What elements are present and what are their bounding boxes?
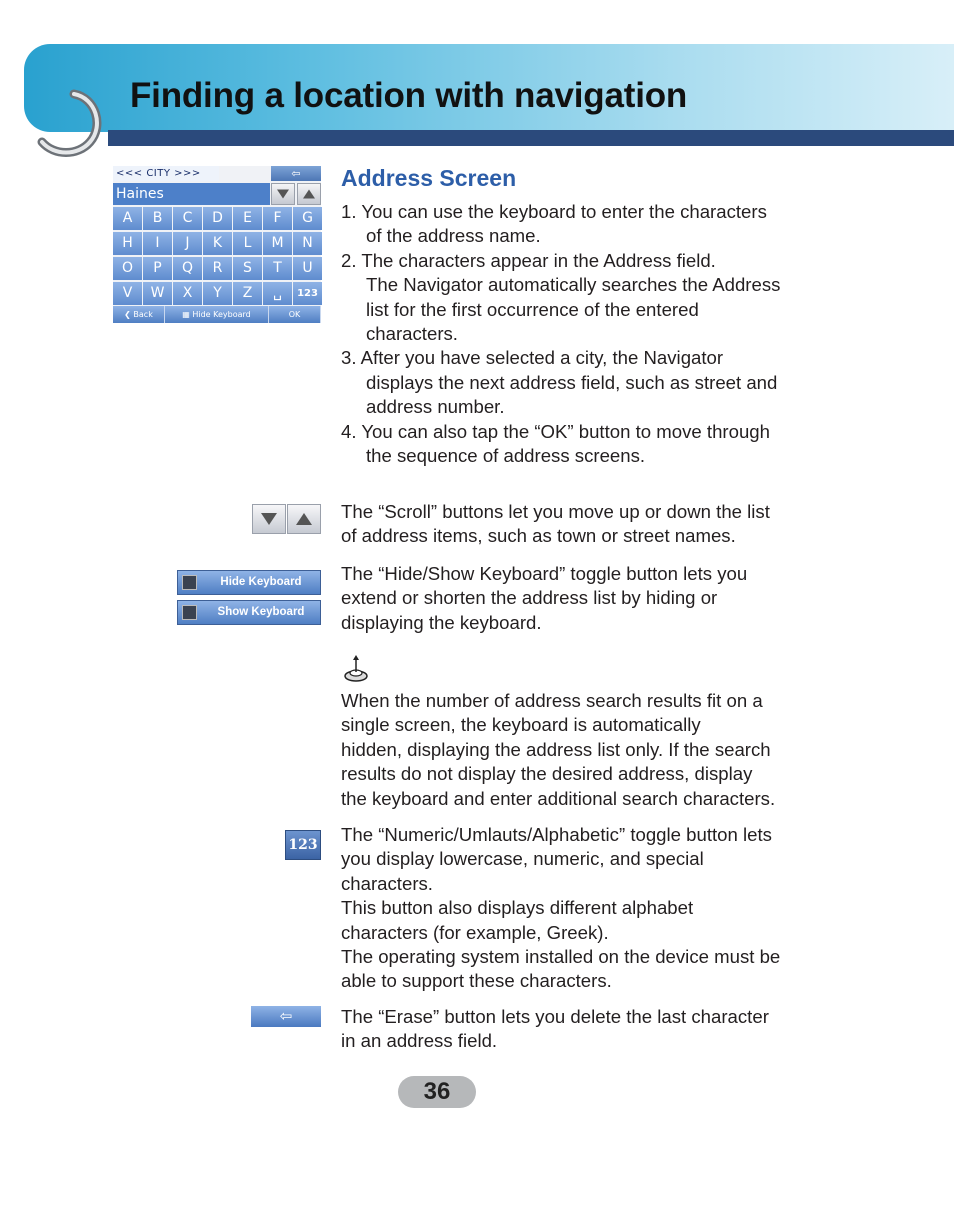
description-line: able to support these characters. <box>341 970 612 992</box>
key-m[interactable]: M <box>263 232 292 255</box>
key-c[interactable]: C <box>173 207 202 230</box>
description-line: characters. <box>341 872 433 894</box>
steps-list <box>341 200 831 468</box>
key-g[interactable]: G <box>293 207 322 230</box>
step-item-continuation: address number. <box>366 396 505 418</box>
erase-button[interactable]: ⇦ <box>271 166 321 181</box>
note-description <box>341 689 831 811</box>
key-h[interactable]: H <box>113 232 142 255</box>
key-o[interactable]: O <box>113 257 142 280</box>
key-w[interactable]: W <box>143 282 172 305</box>
description-line: The “Scroll” buttons let you move up or down the list <box>341 501 770 522</box>
scroll-up-button-large[interactable] <box>287 504 321 534</box>
key-f[interactable]: F <box>263 207 292 230</box>
arrow-down-icon <box>261 513 277 525</box>
key-space[interactable]: ␣ <box>263 282 292 305</box>
header-underline-bar <box>108 130 954 146</box>
key-q[interactable]: Q <box>173 257 202 280</box>
ring-icon <box>34 84 108 158</box>
description-line: the keyboard and enter additional search characters. <box>341 787 776 809</box>
arrow-up-icon <box>303 190 315 199</box>
scroll-up-button[interactable] <box>297 183 321 205</box>
key-y[interactable]: Y <box>203 282 232 305</box>
key-j[interactable]: J <box>173 232 202 255</box>
hide-keyboard-button[interactable]: ▦ Hide Keyboard <box>165 306 269 323</box>
key-s[interactable]: S <box>233 257 262 280</box>
description-line: This button also displays different alphabet <box>341 897 694 919</box>
erase-button-large[interactable]: ⇦ <box>251 1006 321 1027</box>
erase-description <box>341 1005 831 1054</box>
scroll-down-button-large[interactable] <box>252 504 286 534</box>
key-u[interactable]: U <box>293 257 322 280</box>
description-line: The “Erase” button lets you delete the last character <box>341 1006 769 1027</box>
step-item-continuation: the sequence of address screens. <box>366 445 646 467</box>
back-button[interactable]: ❮ Back <box>113 306 165 323</box>
scroll-description <box>341 500 831 549</box>
show-keyboard-toggle[interactable]: Show Keyboard <box>177 600 321 625</box>
step-item: 1. You can use the keyboard to enter the characters <box>341 201 767 222</box>
section-title: Address Screen <box>341 165 517 191</box>
ok-button[interactable]: OK <box>269 306 321 323</box>
description-line: in an address field. <box>341 1030 498 1052</box>
description-line: extend or shorten the address list by hiding or <box>341 587 718 609</box>
numeric-description <box>341 823 831 994</box>
description-line: When the number of address search results fit on a <box>341 690 763 711</box>
city-nav-label[interactable]: <<< CITY >>> <box>113 166 219 181</box>
page-number: 36 <box>398 1076 476 1108</box>
scroll-down-button[interactable] <box>271 183 295 205</box>
step-item-continuation: characters. <box>366 323 458 345</box>
key-d[interactable]: D <box>203 207 232 230</box>
step-item: 4. You can also tap the “OK” button to move through <box>341 420 770 442</box>
description-line: characters (for example, Greek). <box>341 921 609 943</box>
key-b[interactable]: B <box>143 207 172 230</box>
address-screen-keyboard <box>113 166 321 323</box>
joystick-note-icon <box>343 654 369 682</box>
description-line: of address items, such as town or street names. <box>341 525 736 547</box>
step-item: 2. The characters appear in the Address field. <box>341 249 716 271</box>
step-item-continuation: The Navigator automatically searches the Address <box>366 274 781 296</box>
keyboard-icon: ▦ <box>182 310 193 319</box>
description-line: The operating system installed on the device must be <box>341 946 781 968</box>
key-p[interactable]: P <box>143 257 172 280</box>
step-item-continuation: list for the first occurrence of the entered <box>366 298 699 320</box>
key-i[interactable]: I <box>143 232 172 255</box>
key-l[interactable]: L <box>233 232 262 255</box>
key-e[interactable]: E <box>233 207 262 230</box>
step-item-continuation: of the address name. <box>366 225 541 247</box>
hide-keyboard-toggle[interactable]: Hide Keyboard <box>177 570 321 595</box>
keyboard-icon <box>182 605 197 620</box>
step-item: 3. After you have selected a city, the Navigator <box>341 347 724 369</box>
key-a[interactable]: A <box>113 207 142 230</box>
key-z[interactable]: Z <box>233 282 262 305</box>
description-line: The “Hide/Show Keyboard” toggle button lets you <box>341 563 748 584</box>
key-t[interactable]: T <box>263 257 292 280</box>
address-field[interactable]: Haines <box>113 183 270 205</box>
key-k[interactable]: K <box>203 232 232 255</box>
key-v[interactable]: V <box>113 282 142 305</box>
description-line: hidden, displaying the address list only. If the search <box>341 738 771 760</box>
key-n[interactable]: N <box>293 232 322 255</box>
numeric-toggle-button[interactable]: 123 <box>285 830 321 860</box>
key-123[interactable]: 123 <box>293 282 322 305</box>
description-line: The “Numeric/Umlauts/Alphabetic” toggle button lets <box>341 824 772 845</box>
description-line: results do not display the desired address, display <box>341 763 753 785</box>
key-r[interactable]: R <box>203 257 232 280</box>
arrow-up-icon <box>296 513 312 525</box>
description-line: you display lowercase, numeric, and special <box>341 848 704 870</box>
toggle-description <box>341 562 831 635</box>
step-item-continuation: displays the next address field, such as street and <box>366 371 778 393</box>
description-line: displaying the keyboard. <box>341 611 542 633</box>
key-x[interactable]: X <box>173 282 202 305</box>
page-title: Finding a location with navigation <box>130 76 688 115</box>
chevron-left-icon: ❮ <box>124 310 134 319</box>
arrow-down-icon <box>277 190 289 199</box>
description-line: single screen, the keyboard is automatically <box>341 714 701 736</box>
keyboard-icon <box>182 575 197 590</box>
